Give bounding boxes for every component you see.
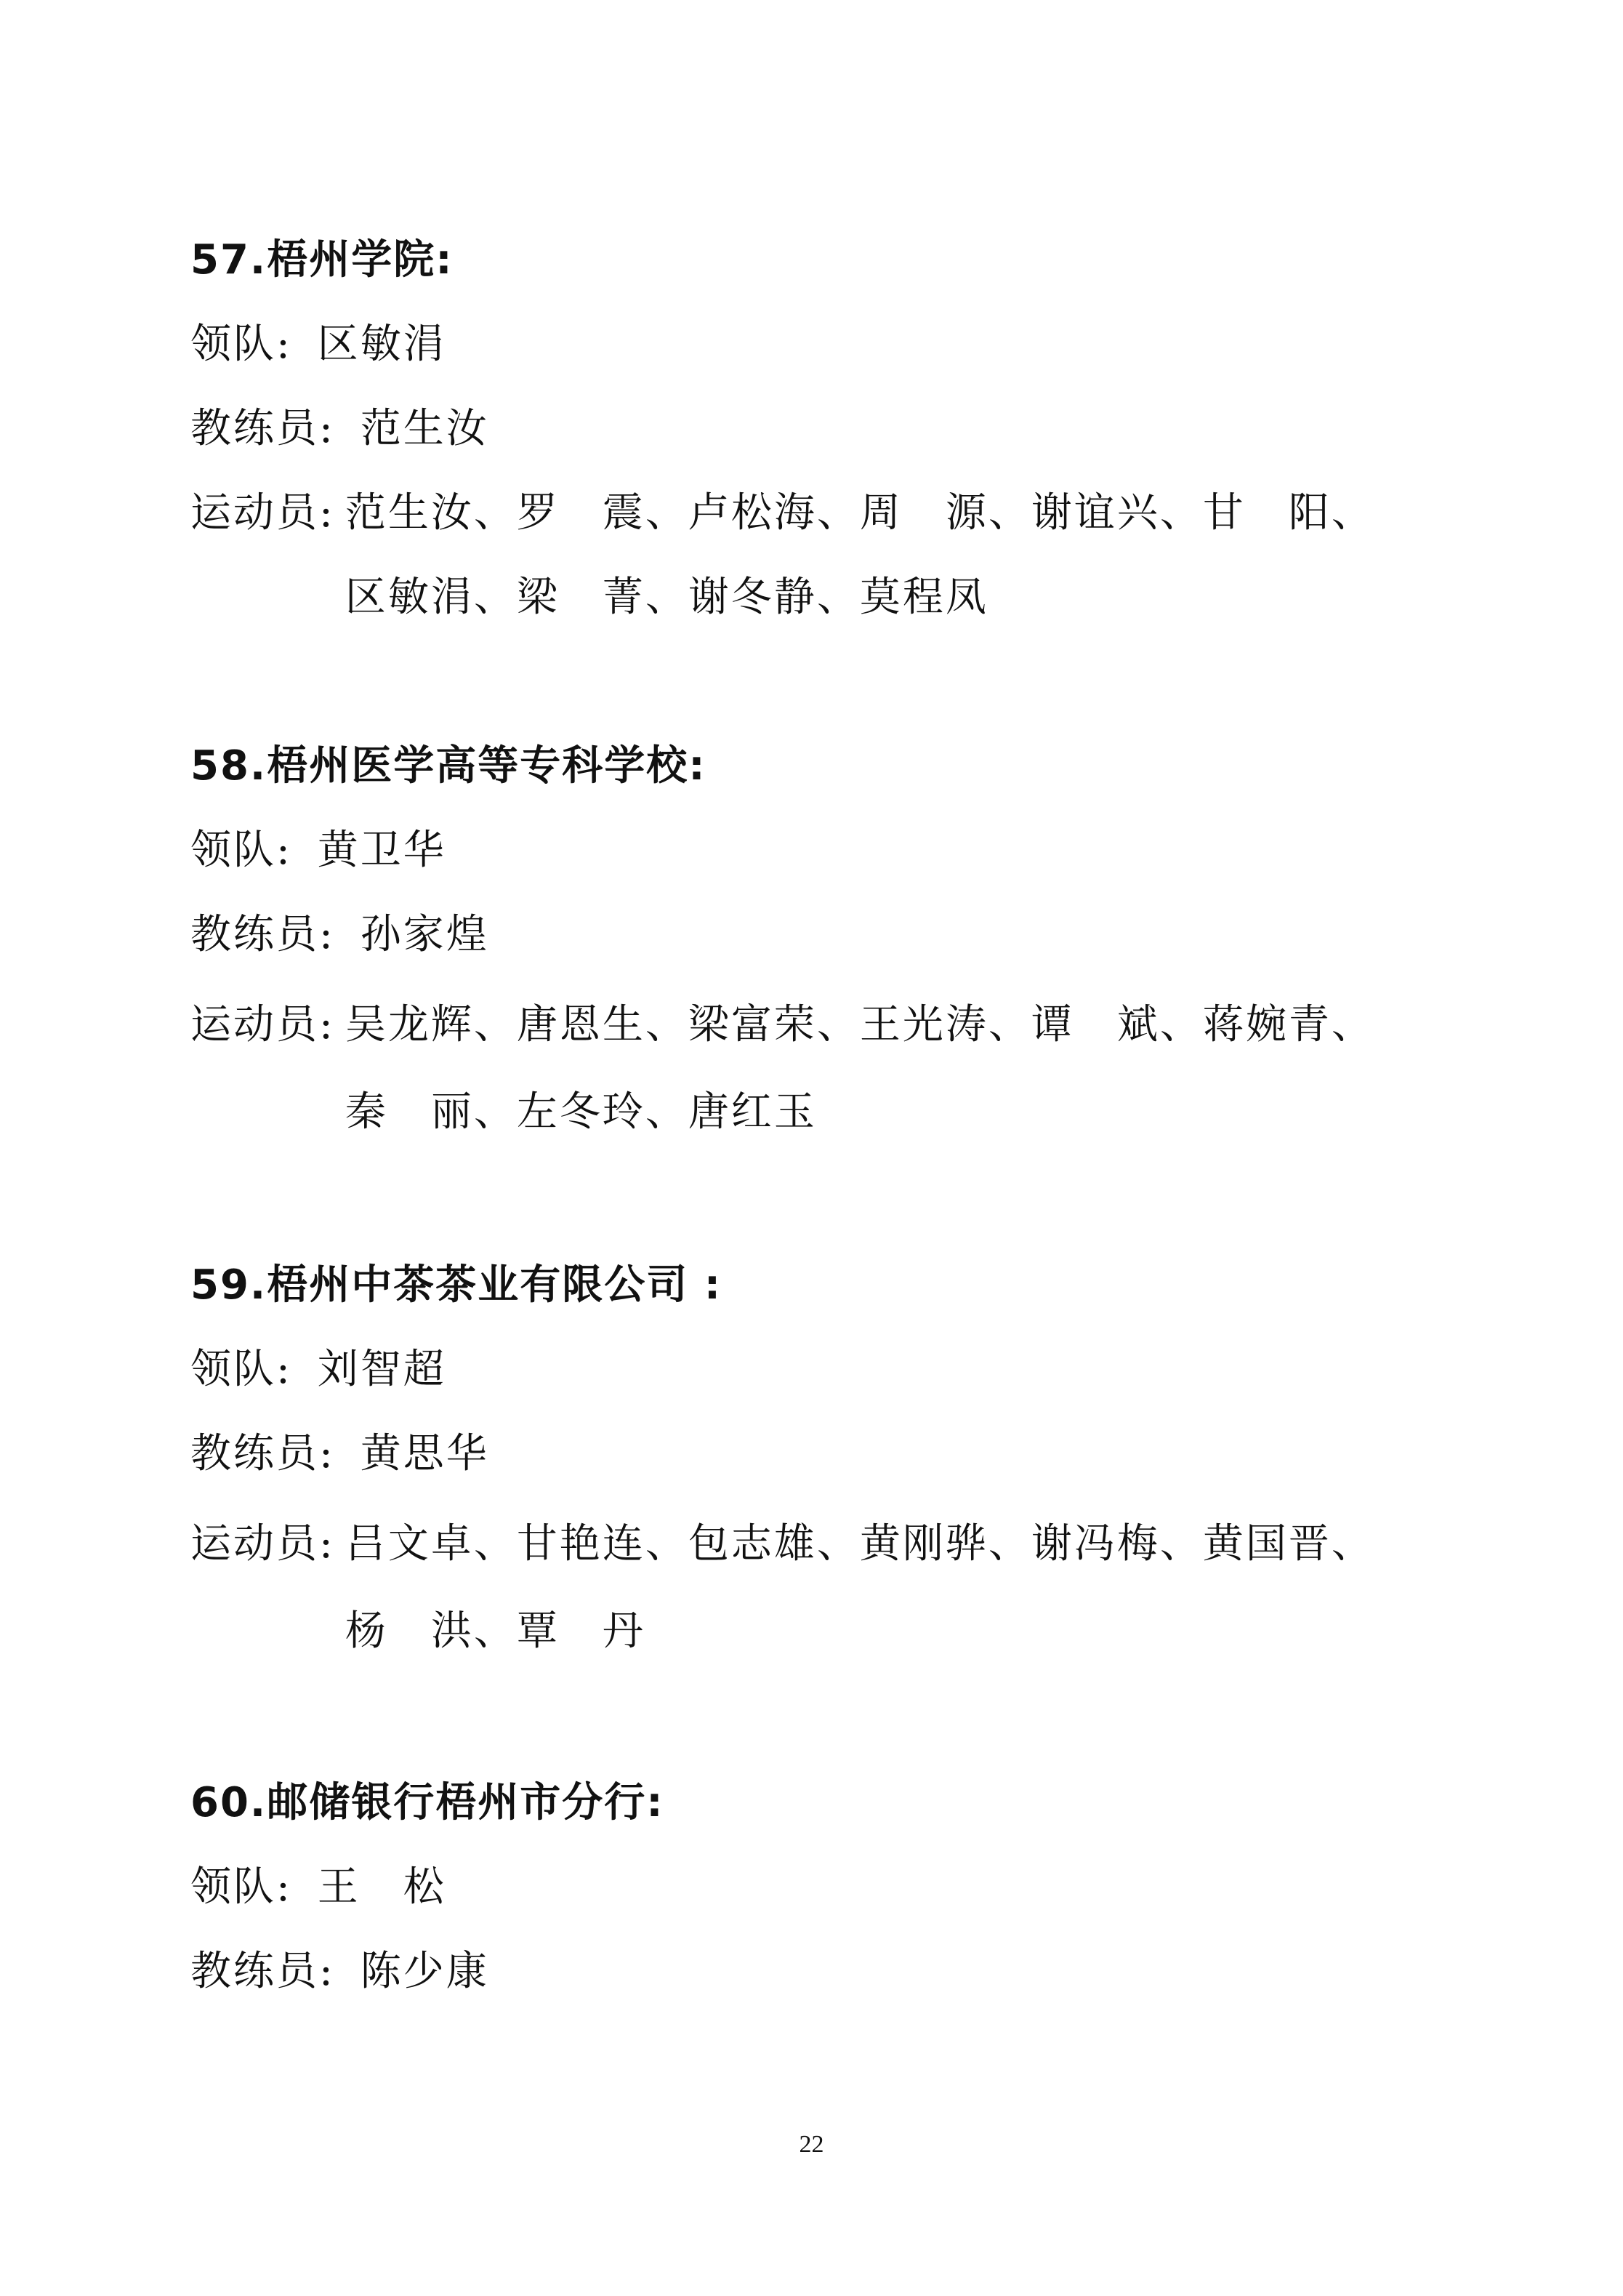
coach-line [190, 403, 1426, 455]
coach-name: 范生汝 [360, 405, 489, 452]
coach-line [190, 1946, 1426, 1998]
athletes-label: 运动员: [190, 489, 335, 537]
coach-name: 陈少康 [360, 1948, 489, 1995]
athletes-block [190, 1518, 1426, 1656]
athletes-block [190, 487, 1426, 625]
coach-label: 教练员: [190, 911, 335, 958]
team-section-60 [190, 1777, 1426, 1998]
athletes-line: 秦 丽、左冬玲、唐红玉 [345, 1088, 817, 1136]
coach-label: 教练员: [190, 1430, 335, 1477]
team-heading: 58.梧州医学高等专科学校: [190, 742, 706, 790]
leader-line [190, 318, 1426, 371]
page-number: 22 [799, 2131, 824, 2158]
leader-line [190, 1861, 1426, 1914]
leader-line [190, 824, 1426, 877]
leader-name: 王 松 [317, 1863, 446, 1911]
leader-name: 区敏涓 [317, 321, 446, 368]
athletes-line: 杨 洪、覃 丹 [345, 1607, 645, 1655]
coach-name: 黄思华 [360, 1430, 489, 1477]
coach-label: 教练员: [190, 405, 335, 452]
leader-name: 黄卫华 [317, 827, 446, 874]
coach-name: 孙家煌 [360, 911, 489, 958]
coach-line [190, 909, 1426, 961]
athletes-line: 区敏涓、梁 菁、谢冬静、莫程凤 [345, 574, 988, 621]
coach-label: 教练员: [190, 1948, 335, 1995]
leader-label: 领队: [190, 321, 292, 368]
athletes-list [345, 471, 1385, 625]
athletes-line: 吴龙辉、唐恩生、梁富荣、王光涛、谭 斌、蒋婉青、 [345, 1001, 1374, 1048]
athletes-label: 运动员: [190, 1520, 335, 1568]
athletes-list [345, 1501, 1385, 1656]
leader-name: 刘智超 [317, 1346, 446, 1393]
team-section-57 [190, 234, 1426, 625]
leader-label: 领队: [190, 1863, 292, 1911]
athletes-label: 运动员: [190, 1001, 335, 1048]
leader-label: 领队: [190, 1346, 292, 1393]
team-heading: 59.梧州中茶茶业有限公司 : [190, 1261, 722, 1309]
team-section-59 [190, 1259, 1426, 1656]
athletes-block [190, 999, 1426, 1137]
leader-line [190, 1344, 1426, 1396]
leader-label: 领队: [190, 827, 292, 874]
team-section-58 [190, 740, 1426, 1137]
team-heading: 60.邮储银行梧州市分行: [190, 1779, 664, 1826]
team-heading: 57.梧州学院: [190, 236, 454, 284]
athletes-line: 吕文卓、甘艳连、包志雄、黄刚骅、谢冯梅、黄国晋、 [345, 1520, 1374, 1568]
athletes-line: 范生汝、罗 震、卢松海、周 源、谢谊兴、甘 阳、 [345, 489, 1374, 537]
athletes-list [345, 982, 1385, 1137]
coach-line [190, 1428, 1426, 1480]
